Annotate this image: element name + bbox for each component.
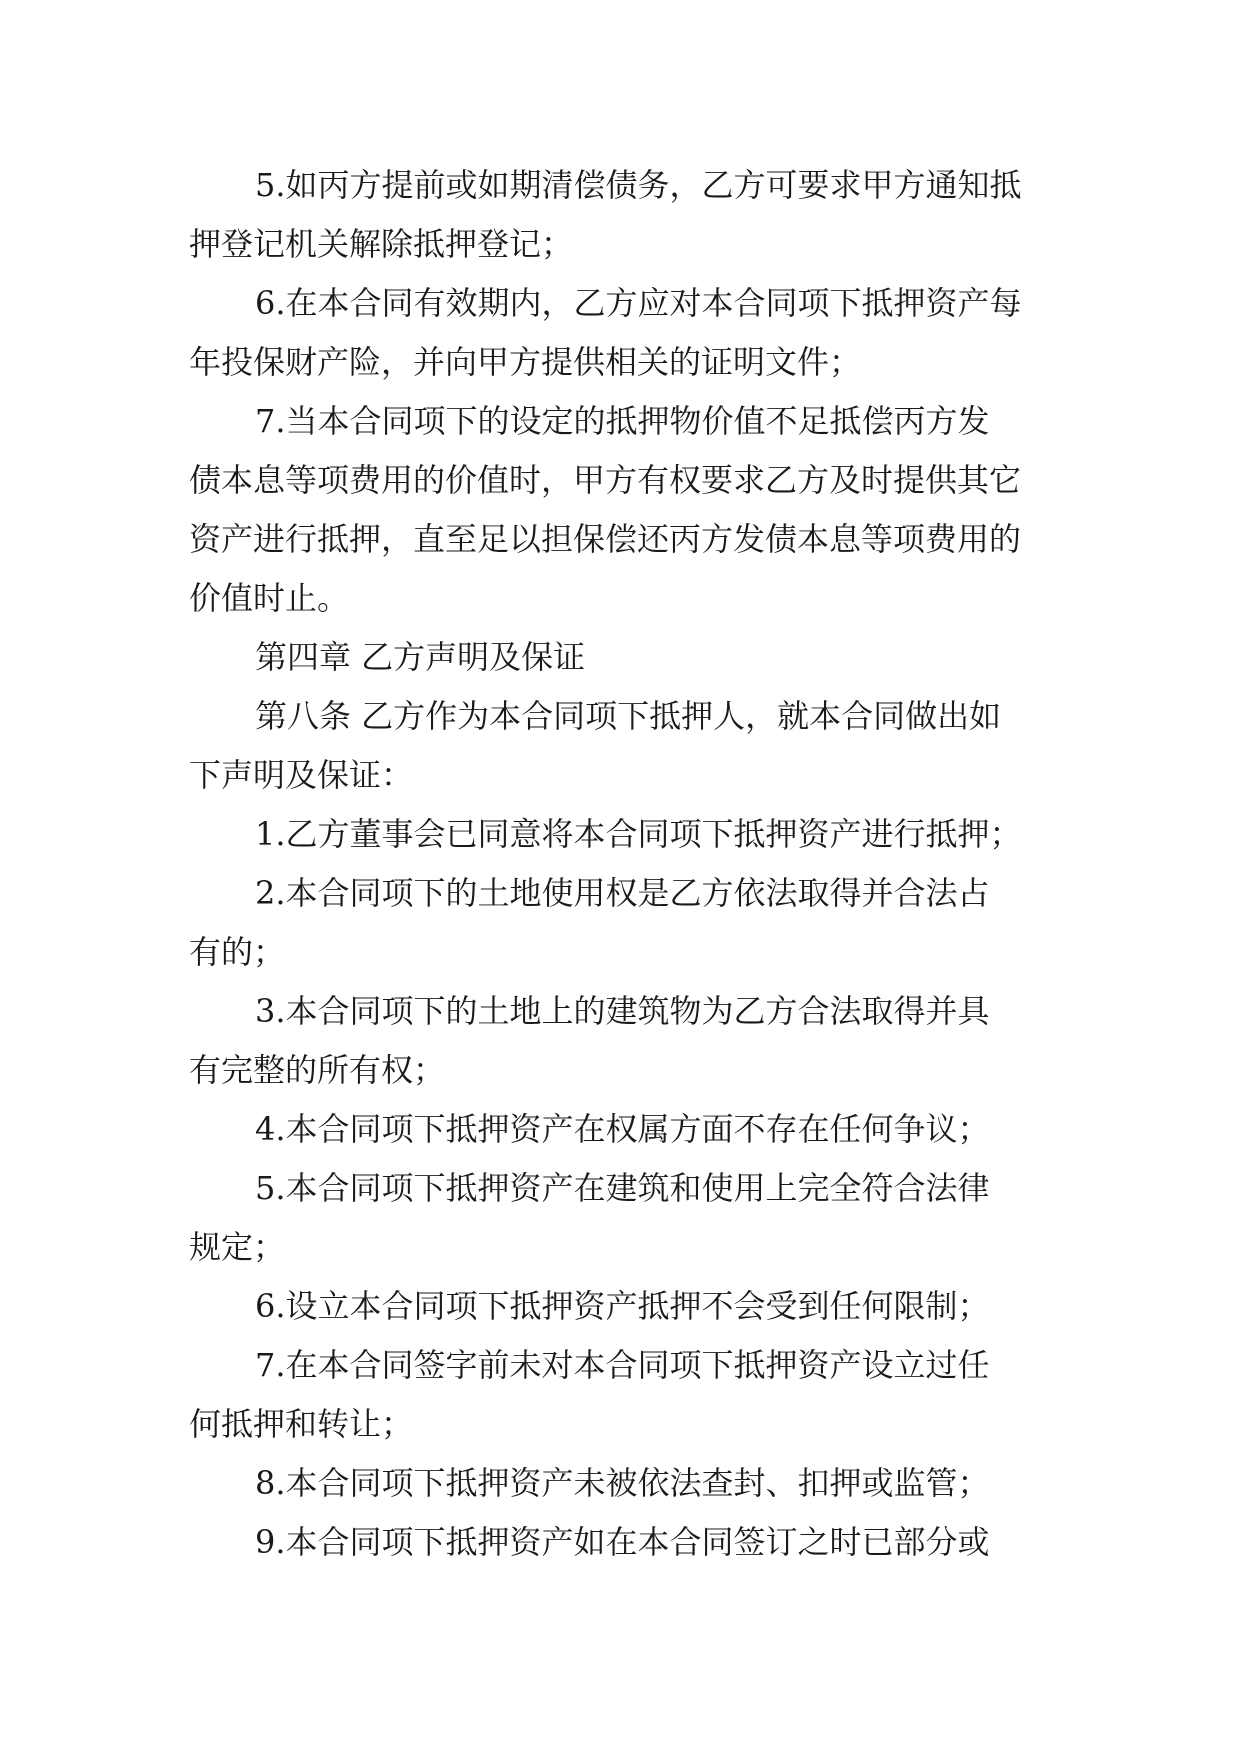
text-line: 8.本合同项下抵押资产未被依法查封、扣押或监管； <box>255 1464 990 1502</box>
text-line: 7.在本合同签字前未对本合同项下抵押资产设立过任 <box>255 1346 990 1384</box>
text-line: 资产进行抵押，直至足以担保偿还丙方发债本息等项费用的 <box>189 520 1022 558</box>
text-line: 5.如丙方提前或如期清偿债务，乙方可要求甲方通知抵 <box>255 166 1022 204</box>
chapter-heading: 第四章 乙方声明及保证 <box>255 638 586 676</box>
text-line: 何抵押和转让； <box>189 1405 414 1443</box>
text-line: 5.本合同项下抵押资产在建筑和使用上完全符合法律 <box>255 1169 990 1207</box>
text-line: 规定； <box>189 1228 286 1266</box>
text-line: 下声明及保证： <box>189 756 414 794</box>
text-line: 6.在本合同有效期内，乙方应对本合同项下抵押资产每 <box>255 284 1022 322</box>
text-line: 有完整的所有权； <box>189 1051 446 1089</box>
text-line: 押登记机关解除抵押登记； <box>189 225 574 263</box>
text-line: 1.乙方董事会已同意将本合同项下抵押资产进行抵押； <box>255 815 1022 853</box>
text-line: 3.本合同项下的土地上的建筑物为乙方合法取得并具 <box>255 992 990 1030</box>
text-line: 6.设立本合同项下抵押资产抵押不会受到任何限制； <box>255 1287 990 1325</box>
text-line: 年投保财产险，并向甲方提供相关的证明文件； <box>189 343 862 381</box>
text-line: 价值时止。 <box>189 579 350 617</box>
text-line: 第八条 乙方作为本合同项下抵押人，就本合同做出如 <box>255 697 1002 735</box>
text-line: 7.当本合同项下的设定的抵押物价值不足抵偿丙方发 <box>255 402 990 440</box>
text-line: 债本息等项费用的价值时，甲方有权要求乙方及时提供其它 <box>189 461 1022 499</box>
text-line: 9.本合同项下抵押资产如在本合同签订之时已部分或 <box>255 1523 990 1561</box>
text-line: 2.本合同项下的土地使用权是乙方依法取得并合法占 <box>255 874 990 912</box>
text-line: 4.本合同项下抵押资产在权属方面不存在任何争议； <box>255 1110 990 1148</box>
text-line: 有的； <box>189 933 286 971</box>
